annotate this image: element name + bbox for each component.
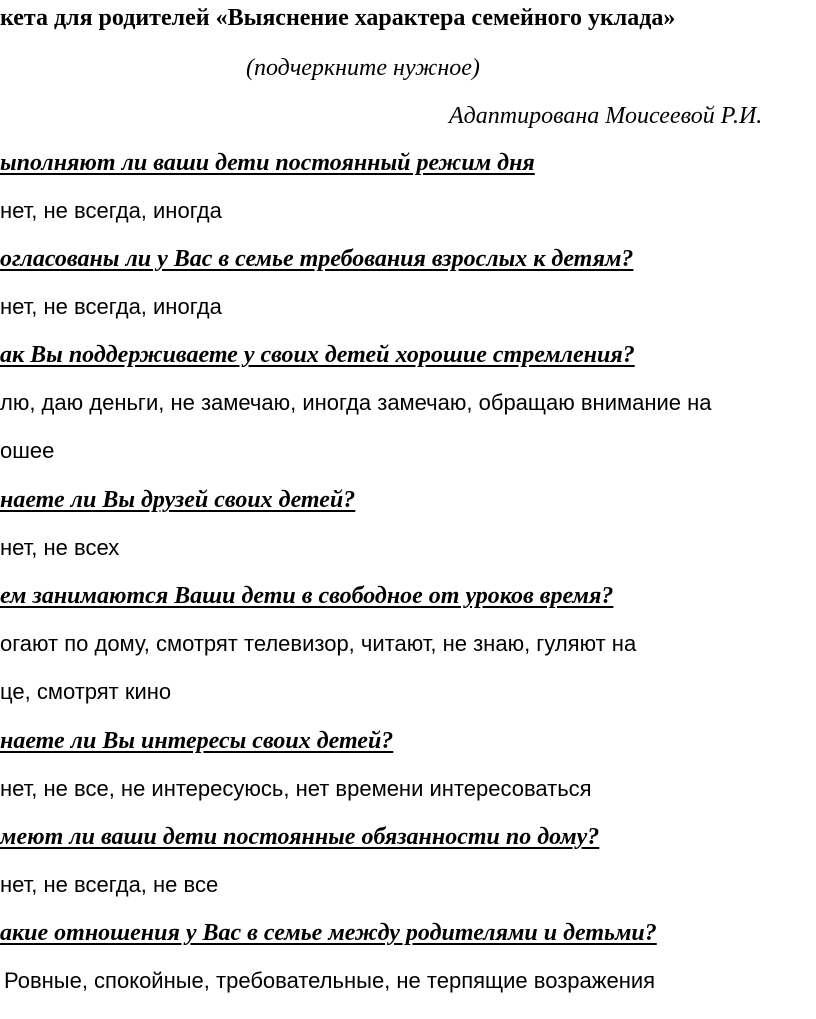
answer-2: нет, не всегда, иногда (0, 294, 222, 319)
question-7: меют ли ваши дети постоянные обязанности по дому? (0, 824, 600, 850)
answer-3-line-1: лю, даю деньги, не замечаю, иногда замечаю, обращаю внимание на (0, 390, 712, 415)
answer-3-line-2: ошее (0, 438, 55, 463)
question-6: наете ли Вы интересы своих детей? (0, 728, 394, 754)
answer-6: нет, не все, не интересуюсь, нет времени интересоваться (0, 776, 592, 801)
answer-5-line-1: огают по дому, смотрят телевизор, читают, не знаю, гуляют на (0, 631, 637, 656)
answer-5-line-2: це, смотрят кино (0, 679, 172, 704)
question-2: огласованы ли у Вас в семье требования взрослых к детям? (0, 246, 634, 272)
instruction-text: (подчеркните нужное) (246, 55, 480, 81)
question-3: ак Вы поддерживаете у своих детей хорошие стремления? (0, 342, 635, 368)
answer-1: нет, не всегда, иногда (0, 198, 222, 223)
answer-4: нет, не всех (0, 535, 120, 560)
question-5: ем занимаются Ваши дети в свободное от уроков время? (0, 583, 614, 609)
document-title: кета для родителей «Выяснение характера семейного уклада» (0, 5, 676, 31)
question-4: наете ли Вы друзей своих детей? (0, 487, 356, 513)
author-credit: Адаптирована Моисеевой Р.И. (449, 103, 763, 129)
question-1: ыполняют ли ваши дети постоянный режим дня (0, 150, 535, 176)
answer-8: Ровные, спокойные, требовательные, не терпящие возражения (4, 968, 656, 993)
answer-7: нет, не всегда, не все (0, 872, 219, 897)
question-8: акие отношения у Вас в семье между родителями и детьми? (0, 920, 657, 946)
